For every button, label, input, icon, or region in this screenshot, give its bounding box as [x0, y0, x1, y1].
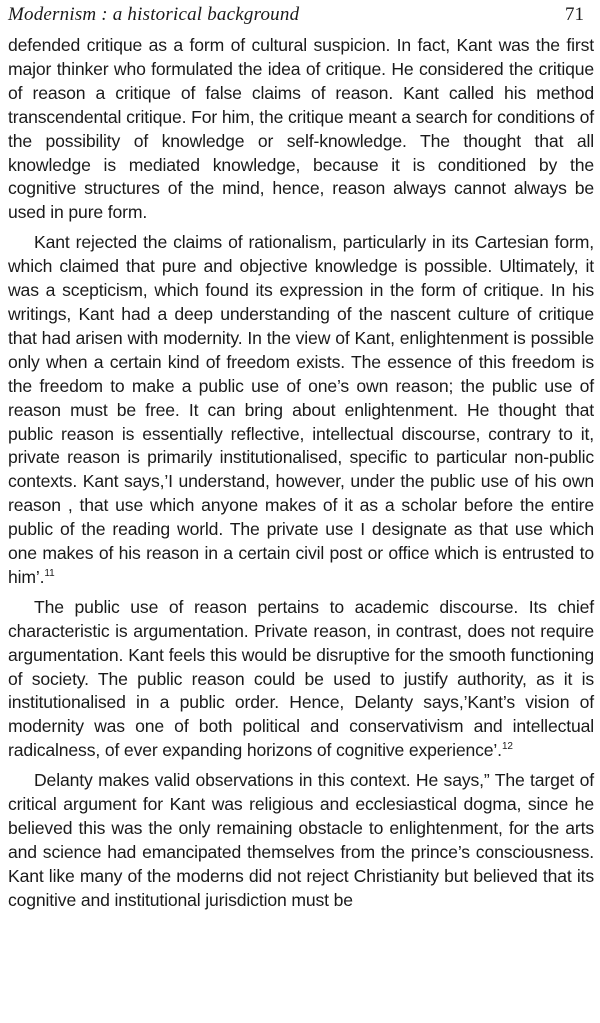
paragraph-2 [8, 231, 594, 590]
page-number: 71 [565, 4, 584, 25]
paragraph-text: defended critique as a form of cultural suspicion. In fact, Kant was the first major thinker who formulated the idea of critique. He considered the critique of reason a critique of false claims of reason. Kant called his method transcendental critique. For him, the critique meant a search for conditions of the possibility of knowledge or self-knowledge. The thought that all knowledge is mediated knowledge, because it is conditioned by the cognitive structures of the mind, hence, reason always cannot always be used in pure form. [8, 35, 594, 223]
running-header [8, 4, 594, 34]
paragraph-1 [8, 34, 594, 225]
paragraph-text: Delanty makes valid observations in this context. He says,” The target of critical argument for Kant was religious and ecclesiastical dogma, since he believed this was the only remaining obstacle to enlightenment, for the arts and science had emancipated themselves from the prince’s consciousness. Kant like many of the moderns did not reject Christianity but believed that its cognitive and institutional jurisdiction must be [8, 770, 594, 910]
paragraph-text: Kant rejected the claims of rationalism, particularly in its Cartesian form, which claimed that pure and objective knowledge is possible. Ultimately, it was a scepticism, which found its expression in the form of critique. In his writings, Kant had a deep understanding of the nascent culture of critique that had arisen with modernity. In the view of Kant, enlightenment is possible only when a certain kind of freedom exists. The essence of this freedom is the freedom to make a public use of one’s own reason; the public use of reason must be free. It can bring about enlightenment. He thought that public reason is essentially reflective, intellectual discourse, contrary to it, private reason is primarily institutionalised, specific to particular non-public contexts. Kant says,’I understand, however, under the public use of his own reason , that use which anyone makes of it as a scholar before the entire public of the reading world. The private use I designate as that use which one makes of his reason in a certain civil post or office which is entrusted to him’. [8, 232, 594, 587]
footnote-marker: 12 [501, 741, 513, 753]
paragraph-3 [8, 596, 594, 763]
running-head-title: Modernism : a historical background [8, 4, 300, 25]
footnote-marker: 11 [44, 567, 55, 579]
paragraph-4 [8, 769, 594, 912]
paragraph-text: The public use of reason pertains to academic discourse. Its chief characteristic is argumentation. Private reason, in contrast, does not require argumentation. Kant feels this would be disruptive for the smooth functioning of society. The public reason could be used to justify authority, as it is institutionalised in a public order. Hence, Delanty says,’Kant’s vision of modernity was one of both political and conservativism and intellectual radicalness, of ever expanding horizons of cognitive experience’. [8, 596, 594, 761]
body-text [8, 34, 594, 913]
